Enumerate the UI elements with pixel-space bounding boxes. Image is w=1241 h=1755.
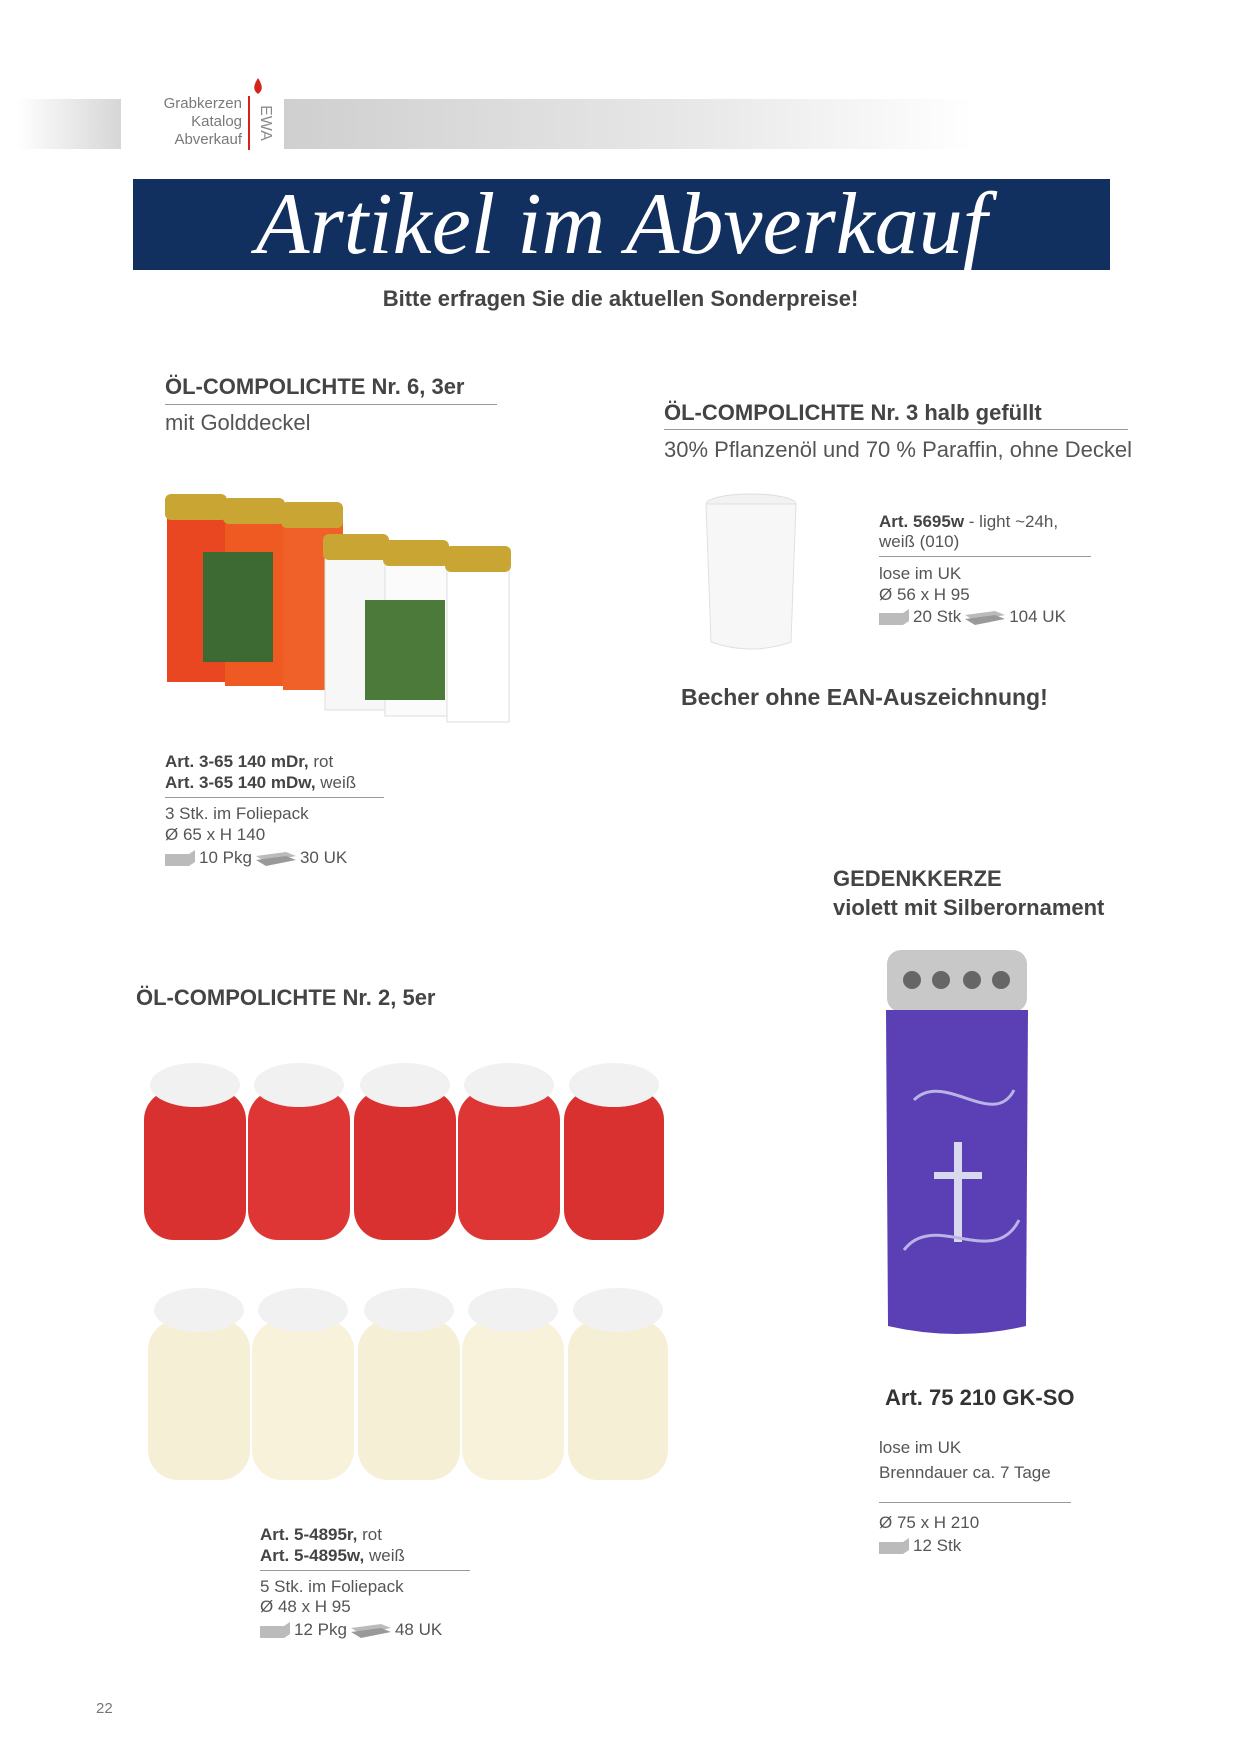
product3-art-code: Art. 75 210 GK-SO [885, 1385, 1075, 1410]
product2-art-code: Art. 5695w [879, 512, 965, 531]
product4-qty-box: 12 Pkg [294, 1620, 347, 1639]
product3-qty-box: 12 Stk [913, 1536, 962, 1555]
product1-qty [165, 848, 347, 868]
product2-qty [879, 607, 1066, 627]
pallet-icon [965, 607, 1005, 627]
product2-title-rule [664, 429, 1128, 430]
product1-art1 [165, 751, 333, 772]
product4-art2-code: Art. 5-4895w, [260, 1546, 365, 1565]
product1-title: ÖL-COMPOLICHTE Nr. 6, 3er [165, 374, 465, 399]
product3-spec-rule [879, 1502, 1071, 1503]
page-banner [133, 176, 1110, 273]
product1-spec-rule [165, 797, 384, 798]
product4-qty-pallet: 48 UK [394, 1620, 443, 1639]
ewa-logo [247, 78, 274, 150]
box-icon [879, 609, 909, 625]
product3-qty [879, 1536, 961, 1556]
product1-pack: 3 Stk. im Foliepack [165, 804, 309, 823]
product3-size: Ø 75 x H 210 [879, 1513, 980, 1532]
header-line-1: Grabkerzen [163, 95, 242, 112]
product4-qty [260, 1620, 442, 1640]
product4-pack: 5 Stk. im Foliepack [260, 1577, 404, 1596]
product1-art1-color: rot [313, 752, 334, 771]
product2-spec-rule [879, 556, 1091, 557]
product1-image [165, 490, 520, 730]
product2-note: Becher ohne EAN-Auszeichnung! [681, 684, 1048, 710]
red-candle-group [165, 494, 343, 690]
product4-art1 [260, 1524, 382, 1545]
box-icon [260, 1622, 290, 1638]
product1-title-rule [165, 404, 497, 405]
product4-art2 [260, 1545, 405, 1566]
white-5-pack [148, 1288, 668, 1480]
white-candle-group [323, 534, 511, 722]
product1-art2-color: weiß [320, 773, 357, 792]
red-5-pack [144, 1063, 664, 1240]
banner-title: Artikel im Abverkauf [255, 176, 988, 273]
product4-image [140, 1060, 680, 1500]
product4-art1-color: rot [362, 1525, 382, 1544]
header-text [130, 95, 242, 149]
product2-subtitle: 30% Pflanzenöl und 70 % Paraffin, ohne Deckel [664, 437, 1133, 462]
product2-art [879, 511, 1058, 532]
product2-title: ÖL-COMPOLICHTE Nr. 3 halb gefüllt [664, 400, 1042, 425]
product2-image [703, 492, 799, 656]
product3-title-line1: GEDENKKERZE [833, 866, 1002, 891]
product2-art-color: weiß (010) [879, 532, 960, 551]
product4-spec-rule [260, 1570, 470, 1571]
product2-pack: lose im UK [879, 564, 962, 583]
header-line-2: Katalog [191, 113, 242, 130]
product3-burn: Brenndauer ca. 7 Tage [879, 1463, 1051, 1482]
pallet-icon [256, 848, 296, 868]
header-bar-right [284, 99, 974, 149]
subheadline: Bitte erfragen Sie die aktuellen Sonderpreise! [382, 286, 859, 311]
product4-art1-code: Art. 5-4895r, [260, 1525, 358, 1544]
product4-title: ÖL-COMPOLICHTE Nr. 2, 5er [136, 985, 436, 1010]
box-icon [879, 1538, 909, 1554]
product2-art-desc: - light ~24h, [968, 512, 1059, 531]
product4-art2-color: weiß [368, 1546, 405, 1565]
product2-qty-pallet: 104 UK [1009, 607, 1066, 626]
product1-art1-code: Art. 3-65 140 mDr, [165, 752, 309, 771]
product1-art2-code: Art. 3-65 140 mDw, [165, 773, 316, 792]
header-line-3: Abverkauf [174, 131, 242, 148]
box-icon [165, 850, 195, 866]
product4-size: Ø 48 x H 95 [260, 1597, 351, 1616]
product2-qty-box: 20 Stk [913, 607, 962, 626]
pallet-icon [351, 1620, 391, 1640]
page-number: 22 [96, 1700, 113, 1717]
product2-size: Ø 56 x H 95 [879, 585, 970, 604]
product3-title-line2: violett mit Silberornament [833, 895, 1105, 920]
product3-pack: lose im UK [879, 1438, 962, 1457]
product1-size: Ø 65 x H 140 [165, 825, 266, 844]
logo-text: EWA [257, 105, 274, 141]
product1-qty-pallet: 30 UK [299, 848, 348, 867]
product1-subtitle: mit Golddeckel [165, 410, 311, 435]
product1-art2 [165, 772, 356, 793]
product3-image [884, 950, 1030, 1342]
product1-qty-box: 10 Pkg [199, 848, 252, 867]
header-bar-left [17, 99, 121, 149]
